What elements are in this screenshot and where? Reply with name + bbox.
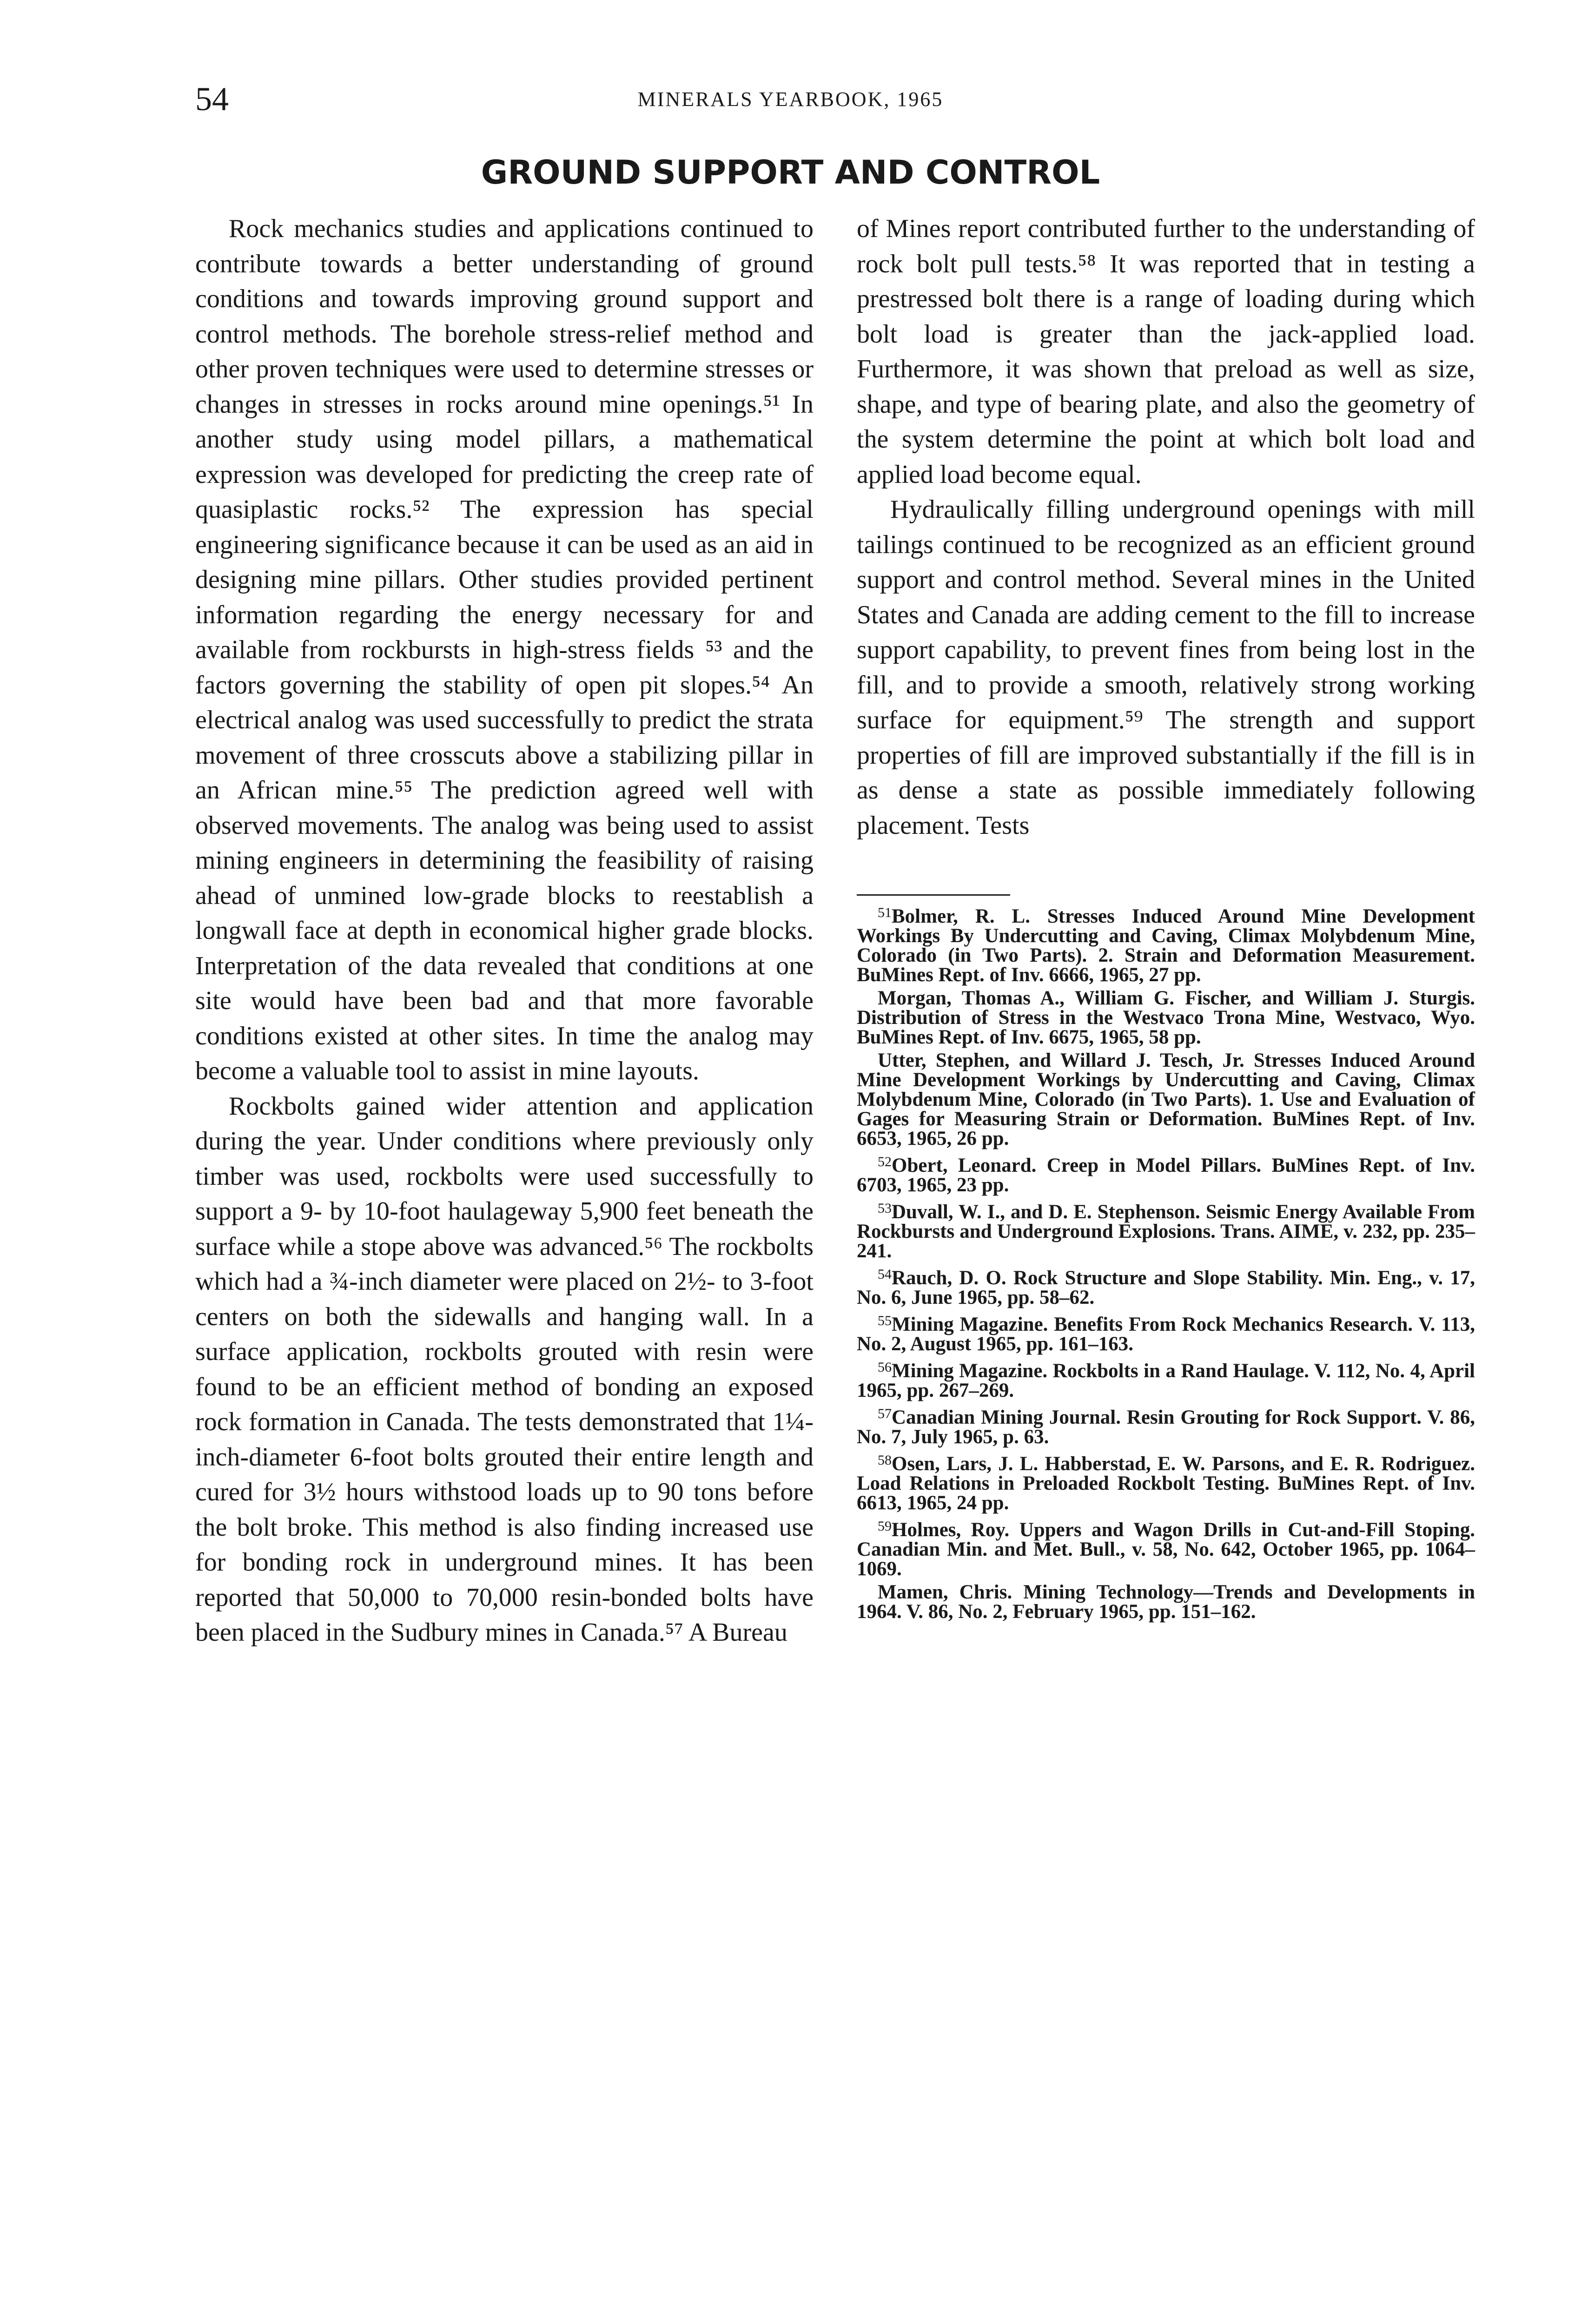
footnote bbox=[857, 1199, 1475, 1261]
footnote-number: 59 bbox=[878, 1519, 892, 1534]
body-paragraph-2-continued: of Mines report contributed further to the understanding of rock bolt pull tests.⁵⁸ It was reported that in testing a prestressed bolt there is a range of loading during which bolt load is greater than the jack-applied load. Furthermore, it was shown that preload as well as size, shape, and type of bearing plate, and also the geometry of the system determine the point at which bolt load and applied load become equal. bbox=[857, 214, 1475, 489]
footnote-text: Mamen, Chris. Mining Technology—Trends and Developments in 1964. V. 86, No. 2, February 1965, pp. 151–162. bbox=[857, 1581, 1475, 1623]
footnote bbox=[857, 903, 1475, 985]
footnote bbox=[857, 1311, 1475, 1354]
footnote bbox=[857, 1404, 1475, 1447]
footnote-text: Rauch, D. O. Rock Structure and Slope Stability. Min. Eng., v. 17, No. 6, June 1965, pp. 58–62. bbox=[857, 1267, 1475, 1308]
footnote-number: 53 bbox=[878, 1201, 892, 1216]
footnote-text: Canadian Mining Journal. Resin Grouting for Rock Support. V. 86, No. 7, July 1965, p. 63. bbox=[857, 1406, 1475, 1448]
footnote-number: 52 bbox=[878, 1154, 892, 1169]
footnotes bbox=[857, 903, 1475, 1622]
footnote-text: Obert, Leonard. Creep in Model Pillars. BuMines Rept. of Inv. 6703, 1965, 23 pp. bbox=[857, 1155, 1475, 1196]
footnote-text: Mining Magazine. Rockbolts in a Rand Haulage. V. 112, No. 4, April 1965, pp. 267–269. bbox=[857, 1360, 1475, 1401]
left-column bbox=[195, 211, 814, 1651]
footnote bbox=[857, 985, 1475, 1047]
right-column bbox=[857, 211, 1475, 1625]
footnote-text: Bolmer, R. L. Stresses Induced Around Mine Development Workings By Undercutting and Caving, Climax Molybdenum Mine, Colorado (in Two Parts). 2. Strain and Deformation Measurement. BuMines Rept. of Inv. 6666, 1965, 27 pp. bbox=[857, 905, 1475, 986]
running-title: MINERALS YEARBOOK, 1965 bbox=[637, 88, 944, 111]
body-paragraph-1: Rock mechanics studies and applications continued to contribute towards a better understanding of ground conditions and towards improving ground support and control methods. The borehole stress-relief method and other proven techniques were used to determine stresses or changes in stresses in rocks around mine openings.⁵¹ In another study using model pillars, a mathematical expression was developed for predicting the creep rate of quasiplastic rocks.⁵² The expression has special engineering significance because it can be used as an aid in designing mine pillars. Other studies provided pertinent information regarding the energy necessary for and available from rockbursts in high-stress fields ⁵³ and the factors governing the stability of open pit slopes.⁵⁴ An electrical analog was used successfully to predict the strata movement of three crosscuts above a stabilizing pillar in an African mine.⁵⁵ The prediction agreed well with observed movements. The analog was being used to assist mining engineers in determining the feasibility of raising ahead of unmined low-grade blocks to reestablish a longwall face at depth in economical higher grade blocks. Interpretation of the data revealed that conditions at one site would have been bad and that more favorable conditions existed at other sites. In time the analog may become a valuable tool to assist in mine layouts. bbox=[195, 214, 814, 1085]
footnote bbox=[857, 1579, 1475, 1622]
footnote-number: 56 bbox=[878, 1360, 892, 1375]
body-paragraph-2: Rockbolts gained wider attention and application during the year. Under conditions where previously only timber was used, rockbolts were used successfully to support a 9- by 10-foot haulageway 5,900 feet beneath the surface while a stope above was advanced.⁵⁶ The rockbolts which had a ¾-inch diameter were placed on 2½- to 3-foot centers on both the sidewalls and hanging wall. In a surface application, rockbolts grouted with resin were found to be an efficient method of bonding an exposed rock formation in Canada. The tests demonstrated that 1¼-inch-diameter 6-foot bolts grouted their entire length and cured for 3½ hours withstood loads up to 90 tons before the bolt broke. This method is also finding increased use for bonding rock in underground mines. It has been reported that 50,000 to 70,000 resin-bonded bolts have been placed in the Sudbury mines in Canada.⁵⁷ A Bureau bbox=[195, 1091, 814, 1647]
page-number: 54 bbox=[195, 80, 229, 118]
footnote bbox=[857, 1152, 1475, 1195]
footnote-number: 57 bbox=[878, 1406, 892, 1421]
footnote-number: 55 bbox=[878, 1313, 892, 1328]
footnote-text: Holmes, Roy. Uppers and Wagon Drills in Cut-and-Fill Stoping. Canadian Min. and Met. Bull., v. 58, No. 642, October 1965, pp. 1064–1069. bbox=[857, 1519, 1475, 1580]
body-paragraph-3: Hydraulically filling underground openings with mill tailings continued to be recognized as an efficient ground support and control method. Several mines in the United States and Canada are adding cement to the fill to increase support capability, to prevent fines from being lost in the fill, and to provide a smooth, relatively strong working surface for equipment.⁵⁹ The strength and support properties of fill are improved substantially if the fill is in as dense a state as possible immediately following placement. Tests bbox=[857, 495, 1475, 840]
footnote-text: Mining Magazine. Benefits From Rock Mechanics Research. V. 113, No. 2, August 1965, pp. 161–163. bbox=[857, 1314, 1475, 1355]
footnote-text: Osen, Lars, J. L. Habberstad, E. W. Parsons, and E. R. Rodriguez. Load Relations in Preloaded Rockbolt Testing. BuMines Rept. of Inv. 6613, 1965, 24 pp. bbox=[857, 1453, 1475, 1514]
footnote-text: Utter, Stephen, and Willard J. Tesch, Jr. Stresses Induced Around Mine Development Workings by Undercutting and Caving, Climax Molybdenum Mine, Colorado (in Two Parts). 1. Use and Evaluation of Gages for Measuring Strain or Deformation. BuMines Rept. of Inv. 6653, 1965, 26 pp. bbox=[857, 1050, 1475, 1149]
footnote-text: Duvall, W. I., and D. E. Stephenson. Seismic Energy Available From Rockbursts and Underground Explosions. Trans. AIME, v. 232, pp. 235–241. bbox=[857, 1201, 1475, 1262]
footnote-text: Morgan, Thomas A., William G. Fischer, and William J. Sturgis. Distribution of Stress in the Westvaco Trona Mine, Westvaco, Wyo. BuMines Rept. of Inv. 6675, 1965, 58 pp. bbox=[857, 987, 1475, 1048]
footnote bbox=[857, 1047, 1475, 1149]
footnote bbox=[857, 1358, 1475, 1400]
footnote-number: 51 bbox=[878, 905, 892, 920]
footnote-divider bbox=[857, 894, 1010, 896]
footnote bbox=[857, 1451, 1475, 1513]
footnote bbox=[857, 1265, 1475, 1307]
footnote bbox=[857, 1517, 1475, 1579]
footnote-number: 54 bbox=[878, 1267, 892, 1282]
section-title: GROUND SUPPORT AND CONTROL bbox=[481, 153, 1100, 191]
footnote-number: 58 bbox=[878, 1452, 892, 1468]
